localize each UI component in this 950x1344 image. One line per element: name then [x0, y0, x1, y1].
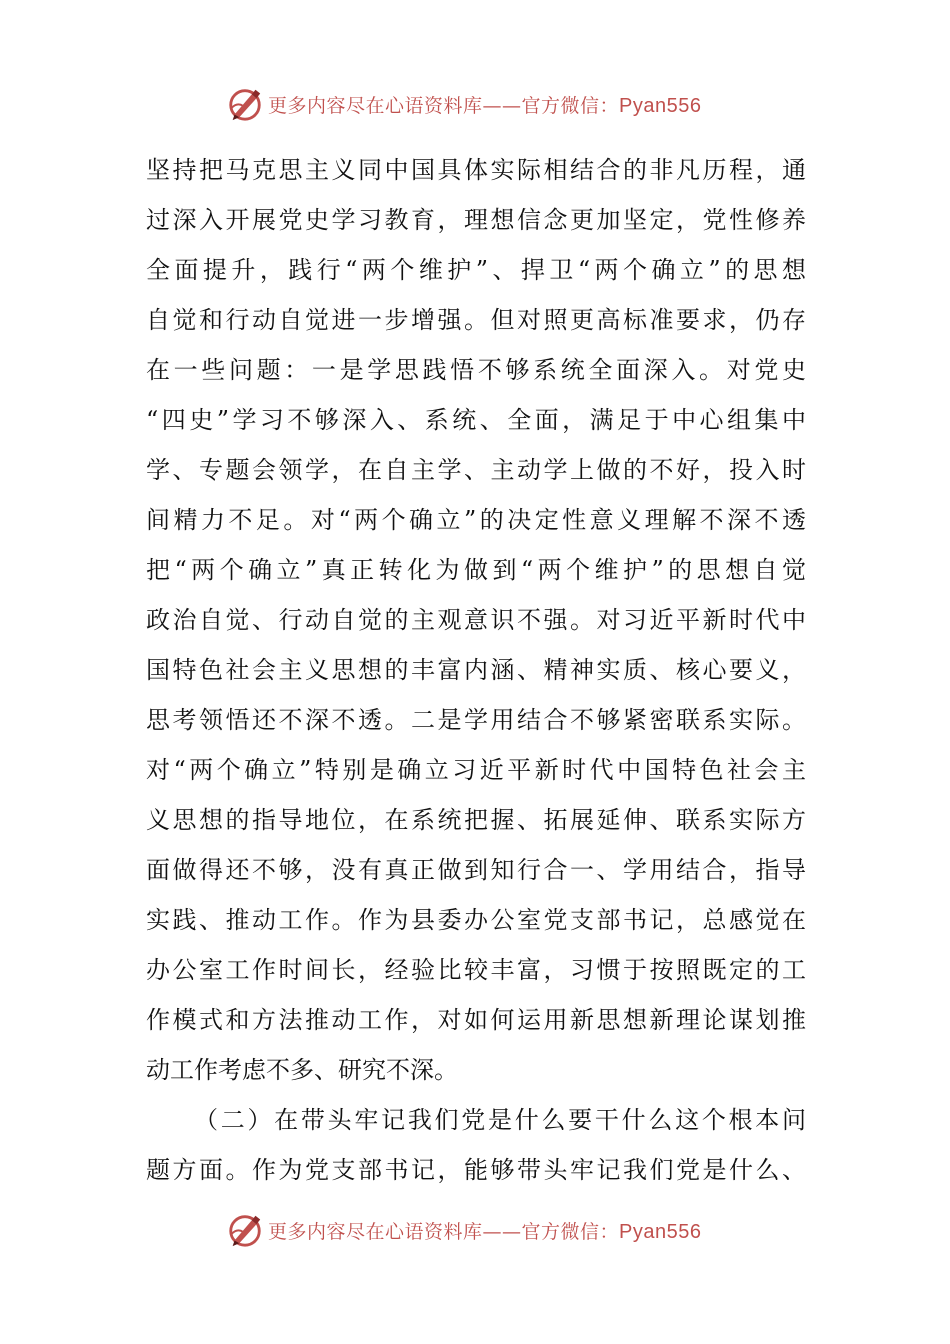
footer-banner-title: 更多内容尽在心语资料库	[268, 1220, 483, 1243]
text-line: 思考领悟还不深不透。二是学用结合不够紧密联系实际。	[146, 706, 806, 734]
header-wechat-label: 官方微信：	[521, 94, 620, 117]
header-banner[interactable]	[226, 84, 746, 124]
text-line: 把“两个确立”真正转化为做到“两个维护”的思想自觉	[146, 556, 806, 584]
pen-logo-icon	[226, 1211, 264, 1249]
text-line: 自觉和行动自觉进一步增强。但对照更高标准要求，仍存	[146, 306, 806, 334]
text-line: 在一些问题：一是学思践悟不够系统全面深入。对党史	[146, 356, 806, 384]
text-line: “四史”学习不够深入、系统、全面，满足于中心组集中	[146, 406, 806, 434]
text-line: 政治自觉、行动自觉的主观意识不强。对习近平新时代中	[146, 606, 806, 634]
text-line: 对“两个确立”特别是确立习近平新时代中国特色社会主	[146, 756, 806, 784]
text-line: 面做得还不够，没有真正做到知行合一、学用结合，指导	[146, 856, 806, 884]
text-line: 义思想的指导地位，在系统把握、拓展延伸、联系实际方	[146, 806, 806, 834]
footer-wechat-id: Pyan556	[619, 1220, 702, 1243]
text-line: 学、专题会领学，在自主学、主动学上做的不好，投入时	[146, 456, 806, 484]
header-banner-dash: ——	[482, 94, 522, 117]
header-banner-text	[268, 91, 702, 118]
footer-wechat-label: 官方微信：	[521, 1220, 620, 1243]
text-line: 全面提升，践行“两个维护”、捍卫“两个确立”的思想	[146, 256, 806, 284]
footer-banner[interactable]	[226, 1210, 746, 1250]
footer-banner-text	[268, 1217, 702, 1244]
text-line: 国特色社会主义思想的丰富内涵、精神实质、核心要义，	[146, 656, 806, 684]
text-line: 间精力不足。对“两个确立”的决定性意义理解不深不透	[146, 506, 806, 534]
text-line: 动工作考虑不多、研究不深。	[146, 1056, 458, 1084]
footer-banner-dash: ——	[482, 1220, 522, 1243]
text-line: 实践、推动工作。作为县委办公室党支部书记，总感觉在	[146, 906, 806, 934]
text-line: 作模式和方法推动工作，对如何运用新思想新理论谋划推	[146, 1006, 806, 1034]
text-line: 坚持把马克思主义同中国具体实际相结合的非凡历程，通	[146, 156, 806, 184]
header-banner-title: 更多内容尽在心语资料库	[268, 94, 483, 117]
section-heading-line: （二）在带头牢记我们党是什么要干什么这个根本问	[194, 1106, 806, 1134]
text-line: 办公室工作时间长，经验比较丰富，习惯于按照既定的工	[146, 956, 806, 984]
header-wechat-id: Pyan556	[619, 94, 702, 117]
pen-logo-icon	[226, 85, 264, 123]
text-line: 过深入开展党史学习教育，理想信念更加坚定，党性修养	[146, 206, 806, 234]
text-line: 题方面。作为党支部书记，能够带头牢记我们党是什么、	[146, 1156, 806, 1184]
